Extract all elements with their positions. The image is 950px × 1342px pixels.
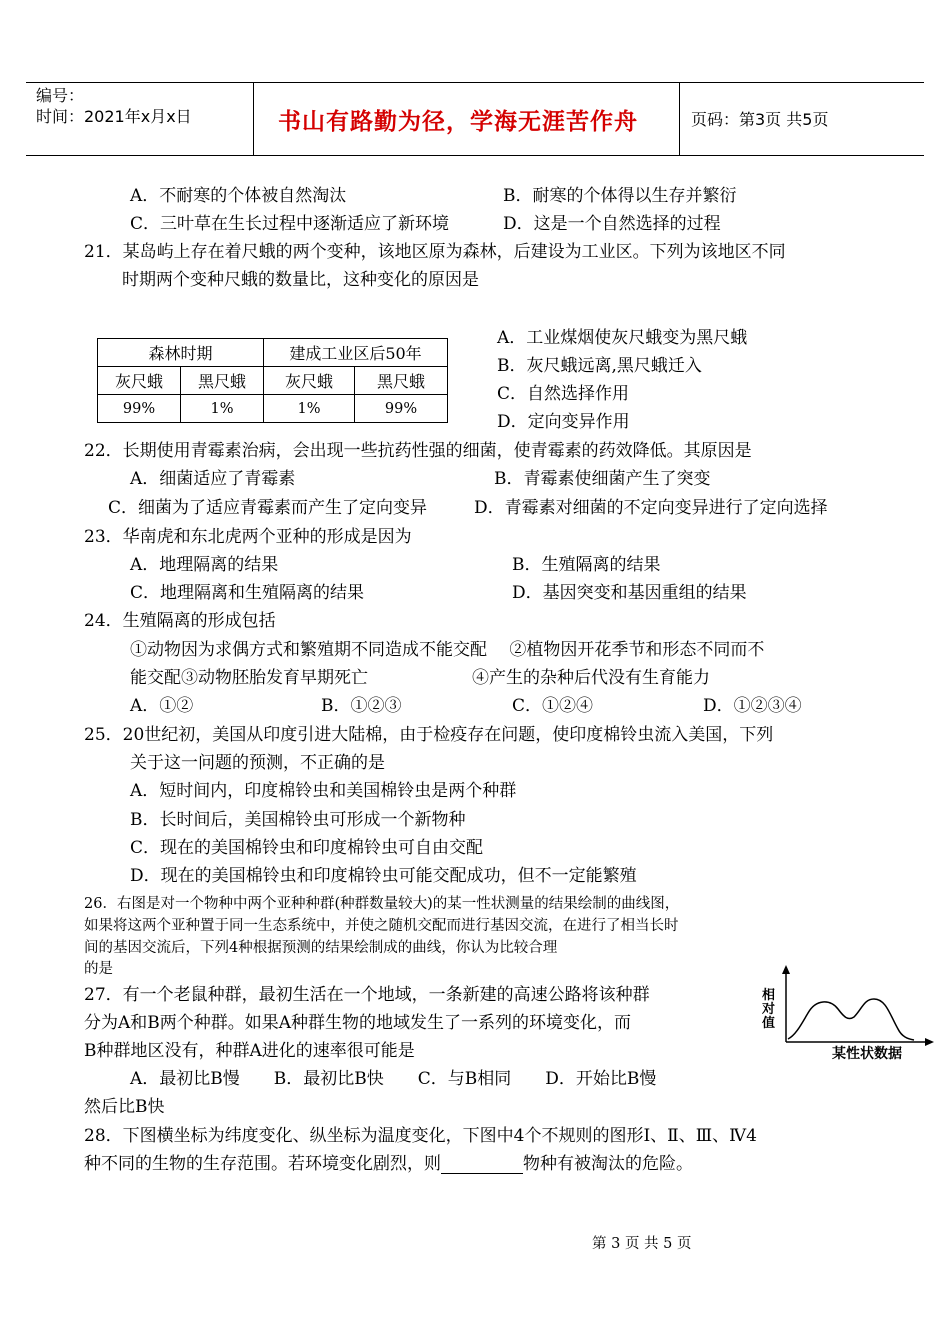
q26-line3: 间的基因交流后，下列4种根据预测的结果绘制成的曲线，你认为比较合理 [84,940,558,956]
table-period-forest: 森林时期 [98,339,264,367]
time-label: 时间：2021年x月x日 [36,107,192,126]
figure-y-arrow [782,965,790,974]
q23-option-b: B．生殖隔离的结果 [512,555,661,575]
q28-line2 [84,1154,693,1174]
q20-option-b: B．耐寒的个体得以生存并繁衍 [503,186,737,206]
q22-stem: 22．长期使用青霉素治病，会出现一些抗药性强的细菌，使青霉素的药效降低。其原因是 [84,441,752,461]
footer-page-number: 第 3 页 共 5 页 [592,1236,692,1252]
q24-line1: ①动物因为求偶方式和繁殖期不同造成不能交配 ②植物因开花季节和形态不同而不 [130,640,765,660]
q28-line2a: 种不同的生物的生存范围。若环境变化剧烈，则 [84,1154,441,1174]
q25-option-d: D．现在的美国棉铃虫和印度棉铃虫可能交配成功，但不一定能繁殖 [130,866,637,886]
q25-option-b: B．长时间后，美国棉铃虫可形成一个新物种 [130,810,466,830]
q24-stem: 24．生殖隔离的形成包括 [84,611,276,631]
table-header-gray-2: 灰尺蛾 [264,367,355,395]
q26-line2: 如果将这两个亚种置于同一生态系统中，并使之随机交配而进行基因交流，在进行了相当长时 [84,918,679,934]
q27-options: A．最初比B慢 B．最初比B快 C．与B相同 D．开始比B慢 [130,1069,657,1089]
page-label: 页码：第3页 共5页 [691,110,829,129]
table-header-black-1: 黑尺蛾 [181,367,264,395]
table-header-gray-1: 灰尺蛾 [98,367,181,395]
q22-option-d: D．青霉素对细菌的不定向变异进行了定向选择 [474,498,828,518]
q21-option-a: A．工业煤烟使灰尺蛾变为黑尺蛾 [497,328,748,348]
q20-option-d: D．这是一个自然选择的过程 [503,214,721,234]
q21-option-d: D．定向变异作用 [497,412,630,432]
q22-option-c: C．细菌为了适应青霉素而产生了定向变异 [108,498,428,518]
q23-option-a: A．地理隔离的结果 [130,555,279,575]
q21-option-b: B．灰尺蛾远离,黑尺蛾迁入 [497,356,702,376]
q23-option-c: C．地理隔离和生殖隔离的结果 [130,583,365,603]
q21-stem-line2: 时期两个变种尺蛾的数量比，这种变化的原因是 [122,270,479,290]
q24-line2b: ④产生的杂种后代没有生育能力 [472,668,710,688]
header-divider-right [679,82,680,156]
q27-line1: 27．有一个老鼠种群，最初生活在一个地域，一条新建的高速公路将该种群 [84,985,650,1005]
q25-option-a: A．短时间内，印度棉铃虫和美国棉铃虫是两个种群 [130,781,517,801]
q27-line3: B种群地区没有，种群A进化的速率很可能是 [84,1041,415,1061]
figure-ylabel-1: 相 [762,988,776,1003]
header-motto: 书山有路勤为径，学海无涯苦作舟 [278,109,638,135]
q25-stem-line1: 25．20世纪初，美国从印度引进大陆棉，由于检疫存在问题，使印度棉铃虫流入美国，下列 [84,725,774,745]
table-cell: 1% [264,395,355,423]
q20-option-c: C．三叶草在生长过程中逐渐适应了新环境 [130,214,450,234]
q24-option-b: B．①②③ [321,696,402,716]
header-top-rule [26,82,924,83]
q23-stem: 23．华南虎和东北虎两个亚种的形成是因为 [84,527,412,547]
table-cell: 1% [181,395,264,423]
q24-option-a: A．①② [130,696,194,716]
q24-option-c: C．①②④ [512,696,594,716]
serial-label: 编号： [36,86,85,105]
q22-option-a: A．细菌适应了青霉素 [130,469,296,489]
q24-option-d: D．①②③④ [703,696,802,716]
q24-line2a: 能交配③动物胚胎发育早期死亡 [130,668,368,688]
figure-xlabel: 某性状数据 [832,1046,902,1062]
header-divider-left [253,82,254,156]
q27-line-last: 然后比B快 [84,1097,165,1117]
q20-option-a: A．不耐寒的个体被自然淘汰 [130,186,347,206]
q28-line1: 28．下图横坐标为纬度变化、纵坐标为温度变化，下图中4个不规则的图形Ⅰ、Ⅱ、Ⅲ、Ⅳ4 [84,1126,757,1146]
table-header-black-2: 黑尺蛾 [355,367,448,395]
answer-blank[interactable] [441,1157,523,1174]
table-cell: 99% [355,395,448,423]
figure-ylabel-3: 值 [762,1016,776,1031]
q21-option-c: C．自然选择作用 [497,384,630,404]
q22-option-b: B．青霉素使细菌产生了突变 [494,469,711,489]
q26-line1: 26．右图是对一个物种中两个亚种种群(种群数量较大)的某一性状测量的结果绘制的曲线图， [84,896,680,912]
header-bottom-rule [26,155,924,156]
table-period-industrial: 建成工业区后50年 [264,339,448,367]
figure-ylabel-2: 对 [762,1002,776,1017]
figure-x-arrow [925,1038,934,1046]
q28-line2b: 物种有被淘汰的危险。 [523,1154,693,1174]
table-cell: 99% [98,395,181,423]
q26-line4: 的是 [84,961,113,977]
q23-option-d: D．基因突变和基因重组的结果 [512,583,747,603]
figure-bimodal-curve [788,999,914,1040]
q25-option-c: C．现在的美国棉铃虫和印度棉铃虫可自由交配 [130,838,484,858]
q27-line2: 分为A和B两个种群。如果A种群生物的地域发生了一系列的环境变化，而 [84,1013,632,1033]
q21-stem-line1: 21．某岛屿上存在着尺蛾的两个变种，该地区原为森林，后建设为工业区。下列为该地区不同 [84,242,786,262]
moth-ratio-table [97,338,448,423]
q25-stem-line2: 关于这一问题的预测，不正确的是 [130,753,385,773]
